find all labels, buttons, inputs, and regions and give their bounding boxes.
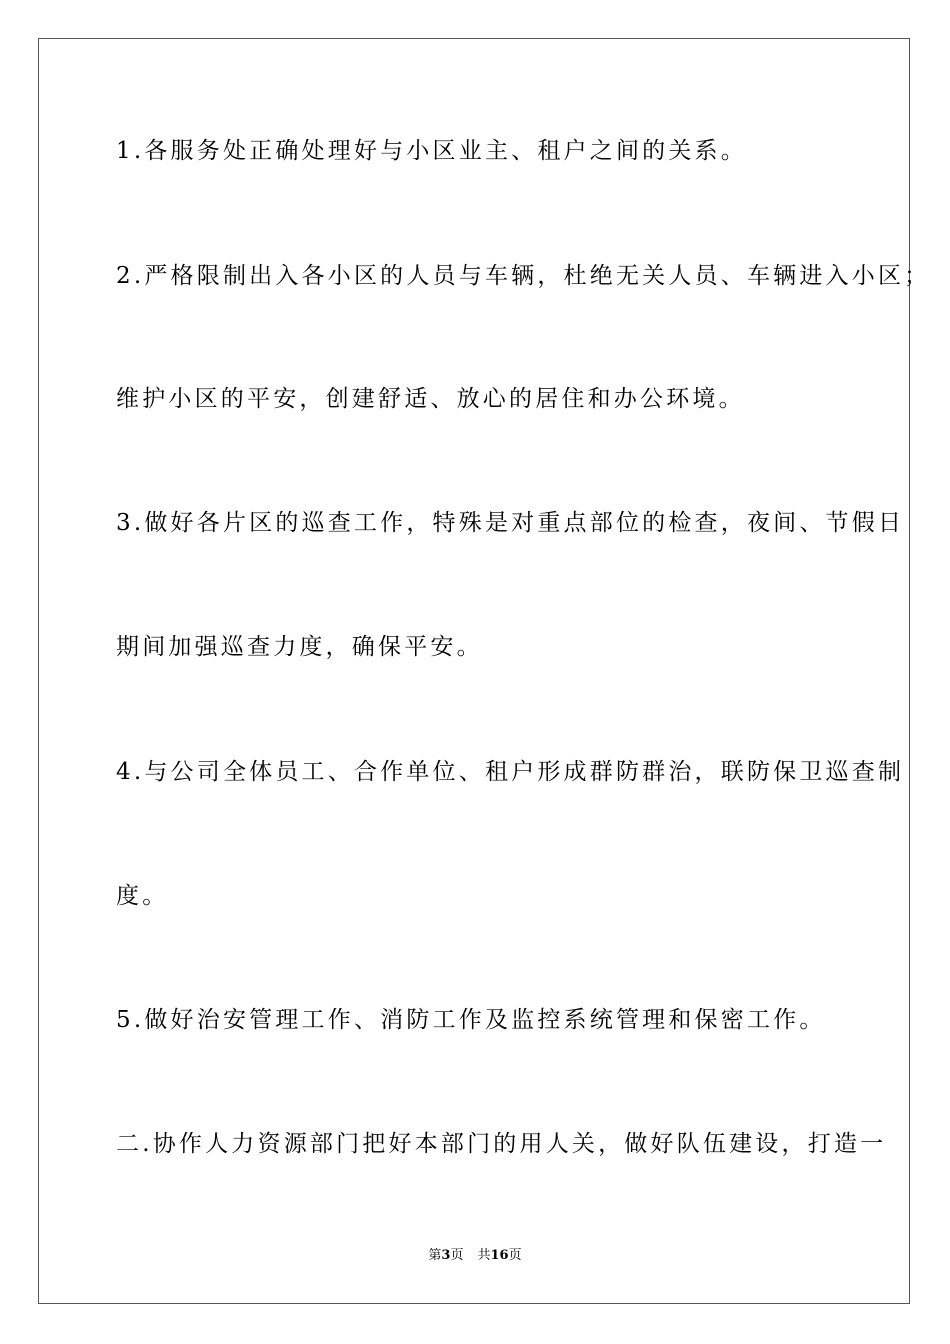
paragraph-line-7: 度。: [116, 883, 169, 909]
paragraph-line-4: 3.做好各片区的巡查工作，特殊是对重点部位的检查，夜间、节假日: [116, 510, 905, 536]
footer-page-suffix: 页: [450, 1248, 464, 1263]
footer-page-number: 3: [441, 1248, 451, 1263]
paragraph-line-6: 4.与公司全体员工、合作单位、租户形成群防群治，联防保卫巡查制: [116, 759, 905, 785]
paragraph-line-1: 1.各服务处正确处理好与小区业主、租户之间的关系。: [116, 138, 747, 164]
footer-total-suffix: 页: [508, 1248, 522, 1263]
footer-total-pages: 16: [490, 1248, 509, 1263]
paragraph-line-9: 二.协作人力资源部门把好本部门的用人关，做好队伍建设，打造一: [116, 1131, 887, 1157]
footer-page-prefix: 第: [428, 1248, 442, 1263]
footer-total-prefix: 共: [477, 1248, 491, 1263]
paragraph-line-5: 期间加强巡查力度，确保平安。: [116, 634, 483, 660]
paragraph-line-3: 维护小区的平安，创建舒适、放心的居住和办公环境。: [116, 386, 745, 412]
paragraph-line-2: 2.严格限制出入各小区的人员与车辆，杜绝无关人员、车辆进入小区；: [116, 263, 931, 289]
paragraph-line-8: 5.做好治安管理工作、消防工作及监控系统管理和保密工作。: [116, 1007, 826, 1033]
page-border: [38, 38, 910, 1304]
page-footer: [0, 1247, 950, 1265]
